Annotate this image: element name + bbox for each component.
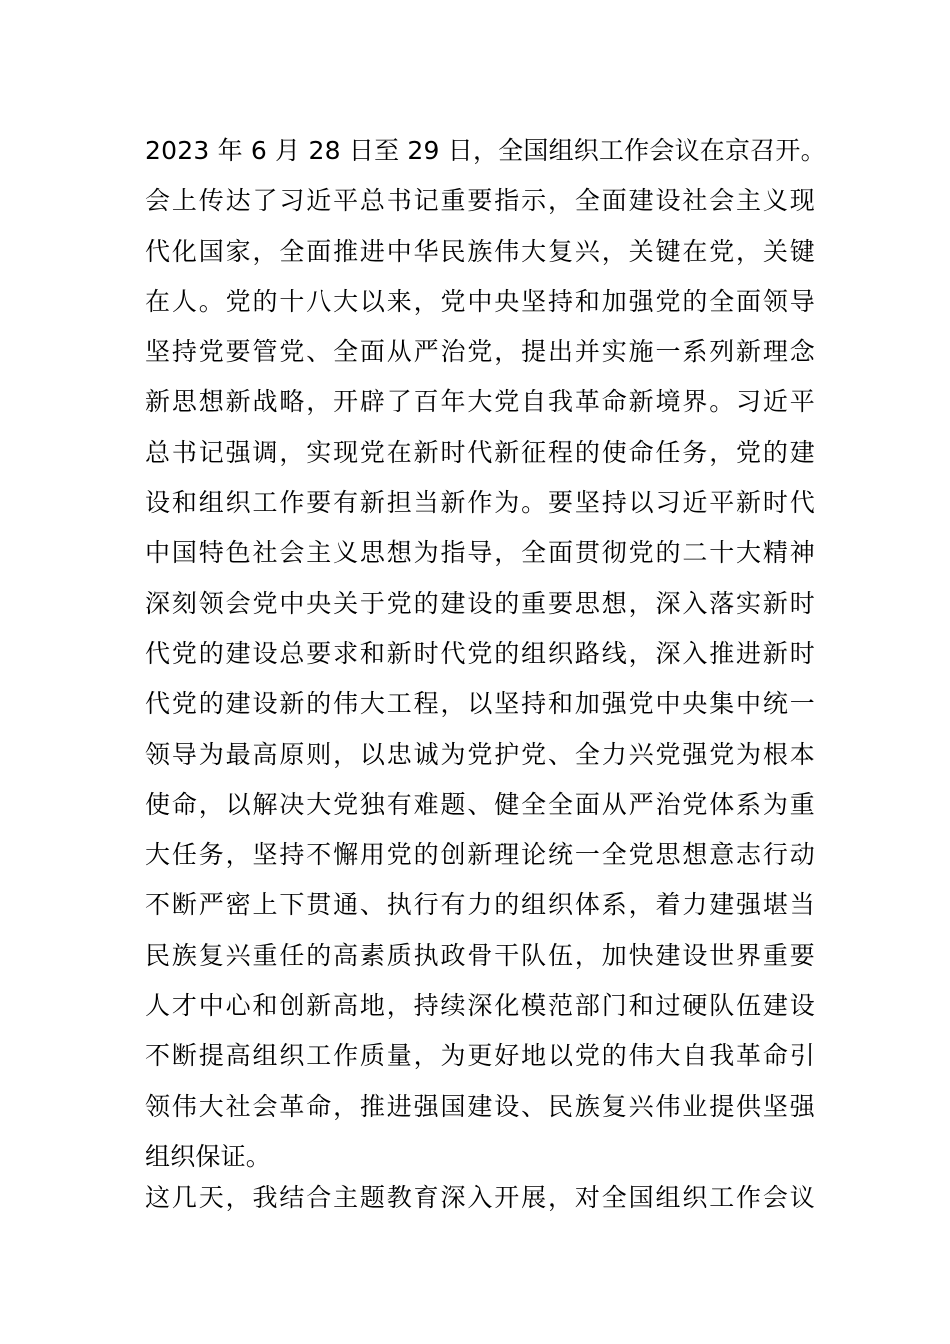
paragraph-line: 中国特色社会主义思想为指导，全面贯彻党的二十大精神 [145,538,815,568]
paragraph-line: 坚持党要管党、全面从严治党，提出并实施一系列新理念 [145,337,815,367]
paragraph-line: 会上传达了习近平总书记重要指示，全面建设社会主义现 [145,186,815,216]
paragraph-line: 领伟大社会革命，推进强国建设、民族复兴伟业提供坚强 [145,1091,815,1121]
paragraph-line: 大任务，坚持不懈用党的创新理论统一全党思想意志行动 [145,840,815,870]
paragraph-line: 民族复兴重任的高素质执政骨干队伍，加快建设世界重要 [145,940,815,970]
paragraph-line: 代党的建设总要求和新时代党的组织路线，深入推进新时 [145,638,815,668]
paragraph-line: 领导为最高原则，以忠诚为党护党、全力兴党强党为根本 [145,739,815,769]
paragraph-line: 代化国家，全面推进中华民族伟大复兴，关键在党，关键 [145,236,815,266]
paragraph-line: 使命，以解决大党独有难题、健全全面从严治党体系为重 [145,789,815,819]
paragraph-1 [145,126,826,1182]
paragraph-line: 人才中心和创新高地，持续深化模范部门和过硬队伍建设 [145,991,815,1021]
paragraph-line: 深刻领会党中央关于党的建设的重要思想，深入落实新时 [145,588,815,618]
paragraph-line: 组织保证。 [145,1141,272,1171]
paragraph-2 [145,1173,815,1223]
paragraph-line: 不断严密上下贯通、执行有力的组织体系，着力建强堪当 [145,890,815,920]
paragraph-line: 不断提高组织工作质量，为更好地以党的伟大自我革命引 [145,1041,815,1071]
paragraph-line: 这几天，我结合主题教育深入开展，对全国组织工作会议 [145,1183,815,1212]
paragraph-line: 代党的建设新的伟大工程，以坚持和加强党中央集中统一 [145,689,815,719]
paragraph-line: 设和组织工作要有新担当新作为。要坚持以习近平新时代 [145,488,815,518]
paragraph-line: 总书记强调，实现党在新时代新征程的使命任务，党的建 [145,437,815,467]
paragraph-line: 在人。党的十八大以来，党中央坚持和加强党的全面领导 [145,286,815,316]
paragraph-line: 2023 年 6 月 28 日至 29 日，全国组织工作会议在京召开。 [145,136,826,165]
paragraph-line: 新思想新战略，开辟了百年大党自我革命新境界。习近平 [145,387,815,417]
